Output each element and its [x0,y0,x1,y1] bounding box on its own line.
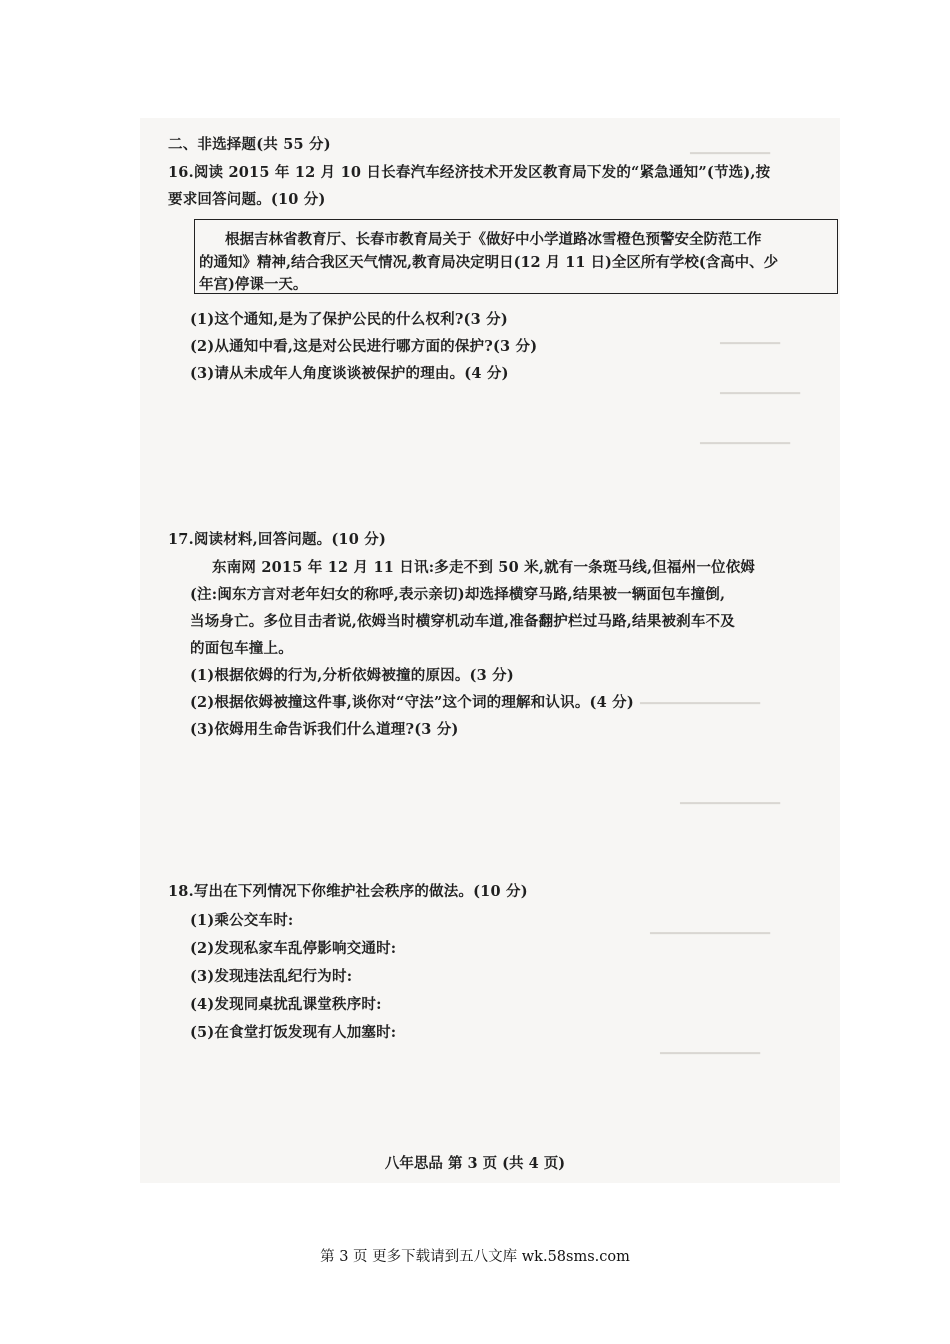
q18-sub-item: (3)发现违法乱纪行为时: [190,968,353,985]
q16-prompt-line2: 要求回答问题。(10 分) [168,191,326,208]
notice-line: 的通知》精神,结合我区天气情况,教育局决定明日(12 月 11 日)全区所有学校(含高中、少 [199,254,779,271]
q17-material-line: 当场身亡。多位目击者说,依姆当时横穿机动车道,准备翻护栏过马路,结果被刹车不及 [190,613,735,630]
q18-sub-item: (1)乘公交车时: [190,912,294,929]
q16-sub-question: (2)从通知中看,这是对公民进行哪方面的保护?(3 分) [190,338,538,355]
q17-sub-question: (2)根据依姆被撞这件事,谈你对“守法”这个词的理解和认识。(4 分) [190,694,634,711]
scan-page-footer: 八年思品 第 3 页 (共 4 页) [384,1155,566,1172]
q16-sub-question: (1)这个通知,是为了保护公民的什么权利?(3 分) [190,311,508,328]
q17-material-line: 的面包车撞上。 [190,640,293,657]
q17-sub-question: (1)根据依姆的行为,分析依姆被撞的原因。(3 分) [190,667,514,684]
q16-prompt-line1: 16.阅读 2015 年 12 月 10 日长春汽车经济技术开发区教育局下发的“紧急通知”(节选),按 [168,164,771,181]
q16-sub-question: (3)请从未成年人角度谈谈被保护的理由。(4 分) [190,365,509,382]
q17-title: 17.阅读材料,回答问题。(10 分) [168,531,387,548]
notice-excerpt-box [194,219,838,294]
notice-line: 根据吉林省教育厅、长春市教育局关于《做好中小学道路冰雪橙色预警安全防范工作 [225,231,762,248]
q18-sub-item: (2)发现私家车乱停影响交通时: [190,940,397,957]
q17-material-line: 东南网 2015 年 12 月 11 日讯:多走不到 50 米,就有一条斑马线,但福州一位依姆 [212,559,756,576]
q17-sub-question: (3)依姆用生命告诉我们什么道理?(3 分) [190,721,459,738]
q18-sub-item: (4)发现同桌扰乱课堂秩序时: [190,996,382,1013]
q17-material-line: (注:闽东方言对老年妇女的称呼,表示亲切)却选择横穿马路,结果被一辆面包车撞倒, [190,586,726,603]
page-footer: 第 3 页 更多下载请到五八文库 wk.58sms.com [320,1249,630,1265]
q18-title: 18.写出在下列情况下你维护社会秩序的做法。(10 分) [168,883,528,900]
section-title: 二、非选择题(共 55 分) [168,136,331,153]
q18-sub-item: (5)在食堂打饭发现有人加塞时: [190,1024,397,1041]
notice-line: 年宫)停课一天。 [199,276,308,293]
